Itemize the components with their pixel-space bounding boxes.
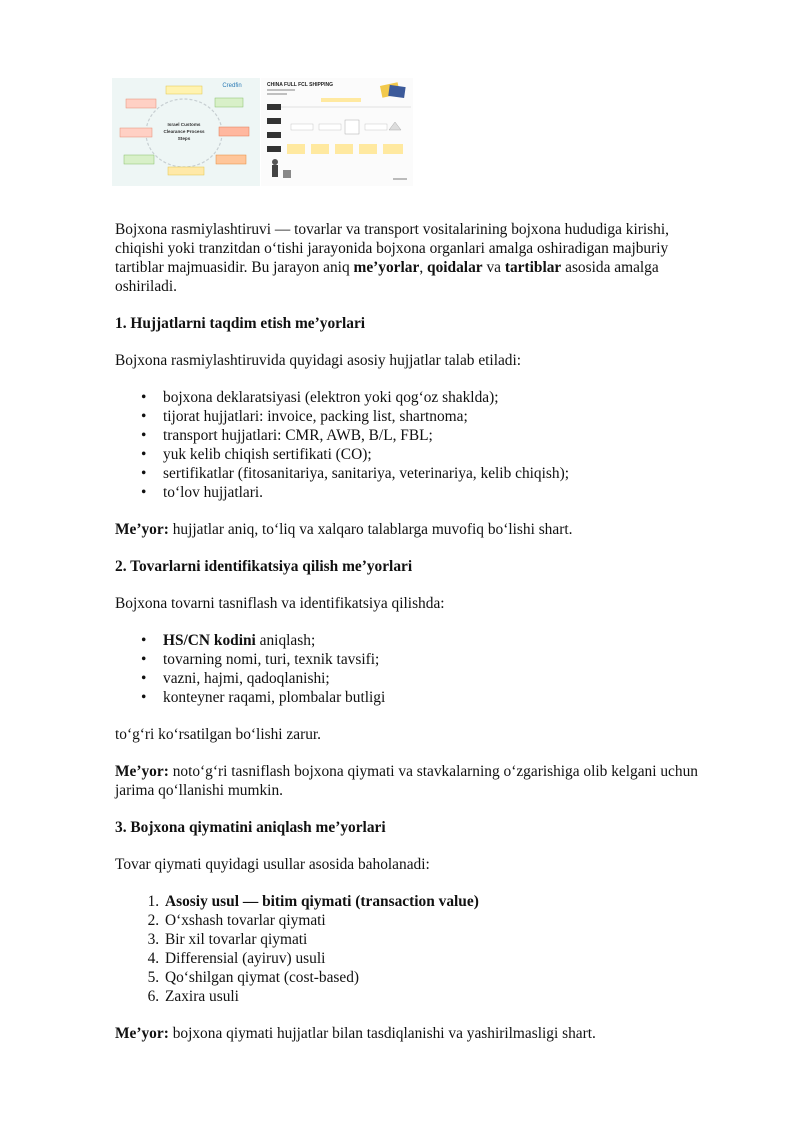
- header-figures: [115, 78, 715, 186]
- diagram-center-line-2: Clearance Process: [163, 129, 205, 134]
- list-item: 4. Differensial (ayiruv) usuli: [163, 949, 715, 968]
- document-page: [115, 78, 715, 1061]
- diagram-center-line-3: Steps: [177, 136, 191, 141]
- section3-heading: 3. Bojxona qiymatini aniqlash me’yorlari: [115, 819, 386, 836]
- customs-process-diagram-image: [112, 78, 260, 186]
- list-item: • konteyner raqami, plombalar butligi: [163, 688, 715, 707]
- list-item: • HS/CN kodini aniqlash;: [163, 631, 715, 650]
- list-item: • bojxona deklaratsiyasi (elektron yoki qog‘oz shaklda);: [163, 388, 715, 407]
- list-item: • tovarning nomi, turi, texnik tavsifi;: [163, 650, 715, 669]
- section3-valuation-methods-list: [115, 892, 715, 1006]
- list-item: • transport hujjatlari: CMR, AWB, B/L, FBL;: [163, 426, 715, 445]
- list-item: 2. O‘xshash tovarlar qiymati: [163, 911, 715, 930]
- list-item: • to‘lov hujjatlari.: [163, 483, 715, 502]
- intro-paragraph: Bojxona rasmiylashtiruvi — tovarlar va transport vositalarining bojxona hududiga kirishi, chiqishi yoki tranzitdan o‘tishi jarayonida bojxona organlari amalga oshiradigan majburiy tartiblar majmuasidir. Bu jarayon aniq me’yorlar, qoidalar va tartiblar asosida amalga oshiriladi.: [115, 221, 669, 295]
- section2-after: to‘g‘ri ko‘rsatilgan bo‘lishi zarur.: [115, 726, 322, 743]
- section1-heading: 1. Hujjatlarni taqdim etish me’yorlari: [115, 315, 366, 332]
- section3-lead: Tovar qiymati quyidagi usullar asosida baholanadi:: [115, 856, 430, 873]
- section2-heading: 2. Tovarlarni identifikatsiya qilish me’yorlari: [115, 558, 413, 575]
- diagram-logo: Credfin: [222, 83, 242, 89]
- list-item: • sertifikatlar (fitosanitariya, sanitariya, veterinariya, kelib chiqish);: [163, 464, 715, 483]
- diagram-center-line-1: Israel Customs: [167, 122, 201, 127]
- list-item: • vazni, hajmi, qadoqlanishi;: [163, 669, 715, 688]
- section2-norm: Me’yor: noto‘g‘ri tasniflash bojxona qiymati va stavkalarning o‘zgarishiga olib kelgani uchun jarima qo‘llanishi mumkin.: [115, 763, 698, 799]
- list-item: • tijorat hujjatlari: invoice, packing list, shartnoma;: [163, 407, 715, 426]
- fcl-shipping-flow-image: [261, 78, 413, 186]
- section2-lead: Bojxona tovarni tasniflash va identifikatsiya qilishda:: [115, 595, 445, 612]
- list-item: • yuk kelib chiqish sertifikati (CO);: [163, 445, 715, 464]
- section1-lead: Bojxona rasmiylashtiruvida quyidagi asosiy hujjatlar talab etiladi:: [115, 352, 522, 369]
- list-item: 5. Qo‘shilgan qiymat (cost-based): [163, 968, 715, 987]
- flow-title: CHINA FULL FCL SHIPPING: [267, 82, 334, 88]
- list-item: 1. Asosiy usul — bitim qiymati (transaction value): [163, 892, 715, 911]
- section1-document-list: [115, 388, 715, 502]
- list-item: 3. Bir xil tovarlar qiymati: [163, 930, 715, 949]
- list-item: 6. Zaxira usuli: [163, 987, 715, 1006]
- section2-identification-list: [115, 631, 715, 707]
- section3-norm: Me’yor: bojxona qiymati hujjatlar bilan tasdiqlanishi va yashirilmasligi shart.: [115, 1025, 596, 1042]
- section1-norm: Me’yor: hujjatlar aniq, to‘liq va xalqaro talablarga muvofiq bo‘lishi shart.: [115, 521, 573, 538]
